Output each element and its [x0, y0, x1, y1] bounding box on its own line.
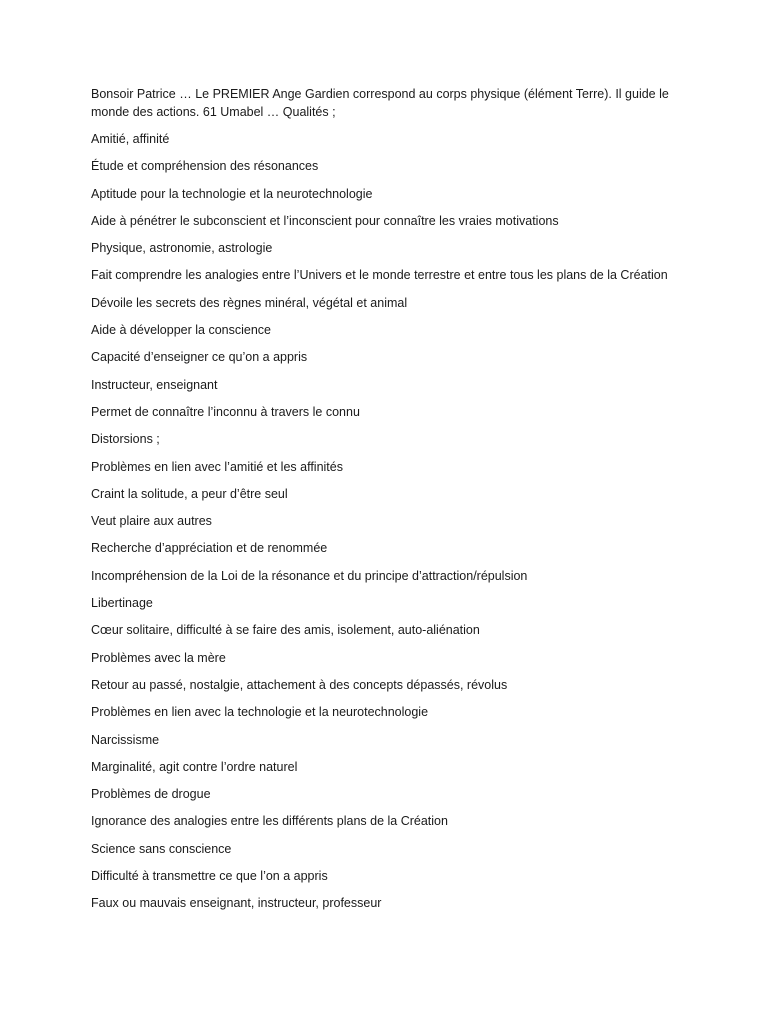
distortion-line: Cœur solitaire, difficulté à se faire des amis, isolement, auto-aliénation — [91, 623, 480, 638]
distortion-line: Problèmes de drogue — [91, 787, 211, 802]
distortion-line: Problèmes en lien avec l’amitié et les affinités — [91, 459, 343, 474]
document-page — [91, 86, 681, 923]
distortion-line: Retour au passé, nostalgie, attachement à des concepts dépassés, révolus — [91, 677, 508, 692]
distortion-line: Marginalité, agit contre l’ordre naturel — [91, 759, 298, 774]
distortion-line: Faux ou mauvais enseignant, instructeur, professeur — [91, 896, 382, 911]
quality-line: Permet de connaître l’inconnu à travers le connu — [91, 404, 360, 419]
quality-line: Aide à pénétrer le subconscient et l’inconscient pour connaître les vraies motivations — [91, 213, 559, 228]
distortion-line: Craint la solitude, a peur d’être seul — [91, 486, 288, 501]
quality-line: Aide à développer la conscience — [91, 323, 271, 338]
distortion-line: Ignorance des analogies entre les différents plans de la Création — [91, 814, 448, 829]
distortion-line: Problèmes avec la mère — [91, 650, 226, 665]
distortion-line: Science sans conscience — [91, 841, 232, 856]
distortion-line: Veut plaire aux autres — [91, 514, 212, 529]
quality-line: Aptitude pour la technologie et la neurotechnologie — [91, 186, 373, 201]
quality-line: Amitié, affinité — [91, 132, 170, 146]
quality-line: Dévoile les secrets des règnes minéral, végétal et animal — [91, 295, 408, 310]
distortion-line: Libertinage — [91, 596, 153, 611]
distortion-line: Incompréhension de la Loi de la résonance et du principe d’attraction/répulsion — [91, 568, 528, 583]
quality-line: Physique, astronomie, astrologie — [91, 241, 273, 256]
quality-line: Fait comprendre les analogies entre l’Univers et le monde terrestre et entre tous les plans de la Création — [91, 268, 668, 283]
distortion-line: Difficulté à transmettre ce que l’on a appris — [91, 869, 328, 884]
distortion-line: Recherche d’appréciation et de renommée — [91, 541, 328, 556]
quality-line: Instructeur, enseignant — [91, 377, 218, 392]
distortion-line: Narcissisme — [91, 732, 160, 747]
quality-line: Étude et compréhension des résonances — [91, 159, 319, 174]
quality-line: Capacité d’enseigner ce qu’on a appris — [91, 350, 308, 365]
intro-paragraph: Bonsoir Patrice … Le PREMIER Ange Gardien correspond au corps physique (élément Terre). Il guide le monde des actions. 61 Umabel … Qualités ; — [91, 87, 669, 119]
distortion-line: Problèmes en lien avec la technologie et la neurotechnologie — [91, 705, 429, 720]
distortions-heading: Distorsions ; — [91, 432, 160, 447]
